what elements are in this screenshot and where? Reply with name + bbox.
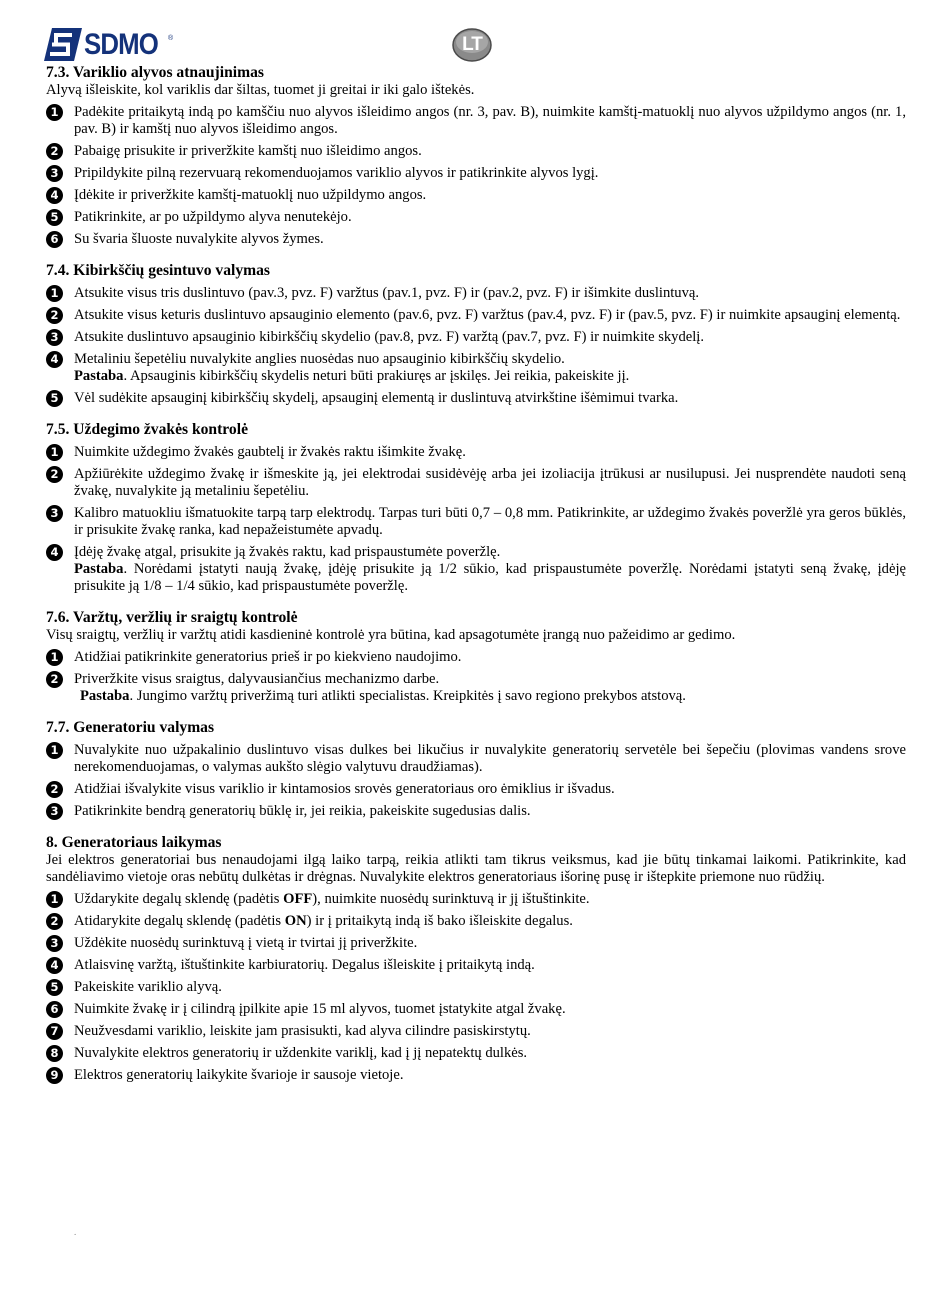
step-number-icon: 3 xyxy=(46,329,63,346)
step-number-icon: 1 xyxy=(46,891,63,908)
step-text: Padėkite pritaikytą indą po kamščiu nuo alyvos išleidimo angos (nr. 3, pav. B), nuimkite kamštį-matuoklį nuo alyvos užpildymo angos (nr. 1, pav. B) ir kamštį nuo alyvos išleidimo angos. xyxy=(74,104,906,137)
step-text: Atsukite visus tris duslintuvo (pav.3, pvz. F) varžtus (pav.1, pvz. F) ir (pav.2, pvz. F) ir išimkite duslintuvą. xyxy=(74,285,700,301)
step-number-icon: 6 xyxy=(46,1001,63,1018)
note xyxy=(74,561,906,595)
step-text: Priveržkite visus sraigtus, dalyvausiančius mechanizmo darbe. xyxy=(74,671,440,687)
list-item xyxy=(46,143,906,160)
section-heading: Kibirkščių gesintuvo valymas xyxy=(73,262,270,279)
list-item xyxy=(46,891,906,908)
list-item xyxy=(46,390,906,407)
step-number-icon: 7 xyxy=(46,1023,63,1040)
section-heading: Varžtų, veržlių ir sraigtų kontrolė xyxy=(73,609,298,626)
step-text: Elektros generatorių laikykite švarioje ir sausoje vietoje. xyxy=(74,1067,404,1083)
list-item xyxy=(46,505,906,539)
section-number: 7.4. xyxy=(46,262,70,279)
step-number-icon: 6 xyxy=(46,231,63,248)
list-item xyxy=(46,444,906,461)
language-code: LT xyxy=(462,34,482,55)
section-number: 7.5. xyxy=(46,421,70,438)
step-text: Vėl sudėkite apsauginį kibirkščių skydelį, apsauginį elementą ir duslintuvą atvirkštine išėmimui tvarka. xyxy=(74,390,679,406)
step-text: Apžiūrėkite uždegimo žvakę ir išmeskite ją, jei elektrodai susidėvėję arba jei izoliacija įtrūkusi ar nusilupusi. Jei nusprendėte naudoti seną žvakę, nuvalykite ją metaliniu šepetėliu. xyxy=(74,466,906,499)
list-item xyxy=(46,1001,906,1018)
section-title xyxy=(46,834,906,852)
section-oil-change xyxy=(46,64,906,248)
step-text: Neužvesdami variklio, leiskite jam prasisukti, kad alyva cilindre pasiskirstytų. xyxy=(74,1023,531,1039)
page-header xyxy=(42,26,908,66)
list-item xyxy=(46,957,906,974)
list-item xyxy=(46,231,906,248)
step-number-icon: 2 xyxy=(46,671,63,688)
step-number-icon: 1 xyxy=(46,444,63,461)
step-number-icon: 3 xyxy=(46,165,63,182)
note-label: Pastaba xyxy=(74,561,124,577)
step-number-icon: 1 xyxy=(46,104,63,121)
list-item xyxy=(46,351,906,385)
section-bolts-check xyxy=(46,609,906,705)
list-item xyxy=(46,165,906,182)
step-text: Nuimkite žvakę ir į cilindrą įpilkite apie 15 ml alyvos, tuomet įstatykite atgal žvakę. xyxy=(74,1001,566,1017)
step-number-icon: 3 xyxy=(46,935,63,952)
list-item xyxy=(46,104,906,138)
step-number-icon: 1 xyxy=(46,649,63,666)
section-heading: Variklio alyvos atnaujinimas xyxy=(73,64,264,81)
document-body xyxy=(46,64,906,1084)
step-number-icon: 8 xyxy=(46,1045,63,1062)
step-text: Pripildykite pilną rezervuarą rekomenduojamos variklio alyvos ir patikrinkite alyvos lygį. xyxy=(74,165,599,181)
list-item xyxy=(46,544,906,595)
step-number-icon: 5 xyxy=(46,209,63,226)
step-number-icon: 2 xyxy=(46,307,63,324)
step-number-icon: 2 xyxy=(46,466,63,483)
step-text: Atsukite visus keturis duslintuvo apsauginio elemento (pav.6, pvz. F) varžtus (pav.4, pvz. F) ir (pav.5, pvz. F) ir nuimkite apsauginį elementą. xyxy=(74,307,901,323)
section-number: 7.6. xyxy=(46,609,70,626)
step-text: Įdėkite ir priveržkite kamštį-matuoklį nuo užpildymo angos. xyxy=(74,187,427,203)
step-number-icon: 1 xyxy=(46,742,63,759)
list-item xyxy=(46,781,906,798)
section-generator-cleaning xyxy=(46,719,906,820)
step-text-start: Atidarykite degalų sklendę (padėtis xyxy=(74,913,285,929)
footer-mark: . xyxy=(74,1227,77,1237)
step-text: Su švaria šluoste nuvalykite alyvos žymes. xyxy=(74,231,324,247)
step-number-icon: 4 xyxy=(46,187,63,204)
section-number: 8. xyxy=(46,834,58,851)
section-heading: Uždegimo žvakės kontrolė xyxy=(73,421,248,438)
section-title xyxy=(46,719,906,737)
step-number-icon: 2 xyxy=(46,913,63,930)
brand-name: SDMO xyxy=(84,28,158,61)
list-item xyxy=(46,671,906,688)
language-badge xyxy=(452,28,492,62)
section-heading: Generatoriu valymas xyxy=(73,719,215,736)
step-text: Uždėkite nuosėdų surinktuvą į vietą ir tvirtai jį priveržkite. xyxy=(74,935,418,951)
list-item xyxy=(46,329,906,346)
note-text: . Jungimo varžtų priveržimą turi atlikti specialistas. Kreipkitės į savo regiono prekybos atstovą. xyxy=(129,688,686,704)
step-number-icon: 5 xyxy=(46,979,63,996)
section-title xyxy=(46,609,906,627)
note xyxy=(74,368,906,385)
list-item xyxy=(46,1067,906,1084)
step-number-icon: 5 xyxy=(46,390,63,407)
section-number: 7.7. xyxy=(46,719,70,736)
step-text: Atidžiai išvalykite visus variklio ir kintamosios srovės generatoriaus oro ėmiklius ir išvadus. xyxy=(74,781,615,797)
section-title xyxy=(46,64,906,82)
step-text: Nuimkite uždegimo žvakės gaubtelį ir žvakės raktu išimkite žvakę. xyxy=(74,444,466,460)
step-text: Nuvalykite elektros generatorių ir uždenkite variklį, kad į jį nepatektų dulkės. xyxy=(74,1045,528,1061)
section-heading: Generatoriaus laikymas xyxy=(61,834,222,851)
section-intro: Jei elektros generatoriai bus nenaudojami ilgą laiko tarpą, reikia atlikti tam tikrus veiksmus, kad jie būtų tinkamai laikomi. Patikrinkite, kad sandėliavimo vietoje oras nebūtų dulkėtas ir drėgnas. Nuvalykite elektros generatoriaus išorinę pusę ir ištepkite priemone nuo rūdžių. xyxy=(46,852,906,885)
list-item xyxy=(46,803,906,820)
step-text: Metaliniu šepetėliu nuvalykite anglies nuosėdas nuo apsauginio kibirkščių skydelio. xyxy=(74,351,565,367)
brand-logo xyxy=(44,26,174,63)
registered-mark: ® xyxy=(168,35,174,42)
switch-position-on: ON xyxy=(284,913,307,929)
brand-logo-icon xyxy=(44,28,82,61)
list-item xyxy=(46,1023,906,1040)
step-number-icon: 3 xyxy=(46,505,63,522)
list-item xyxy=(46,935,906,952)
step-number-icon: 4 xyxy=(46,957,63,974)
switch-position-off: OFF xyxy=(283,891,313,907)
list-item xyxy=(46,466,906,500)
list-item xyxy=(46,913,906,930)
step-number-icon: 2 xyxy=(46,781,63,798)
step-text: Pabaigę prisukite ir priveržkite kamštį nuo išleidimo angos. xyxy=(74,143,422,159)
step-text: Patikrinkite, ar po užpildymo alyva nenutekėjo. xyxy=(74,209,352,225)
list-item xyxy=(46,285,906,302)
step-text-end: ), nuimkite nuosėdų surinktuvą ir jį ištuštinkite. xyxy=(312,891,590,907)
list-item xyxy=(46,307,906,324)
note xyxy=(46,688,906,705)
step-number-icon: 4 xyxy=(46,351,63,368)
list-item xyxy=(46,1045,906,1062)
section-intro: Alyvą išleiskite, kol variklis dar šiltas, tuomet ji greitai ir iki galo ištekės. xyxy=(46,82,475,98)
section-title xyxy=(46,421,906,439)
step-text-start: Uždarykite degalų sklendę (padėtis xyxy=(74,891,284,907)
list-item xyxy=(46,209,906,226)
step-text: Įdėję žvakę atgal, prisukite ją žvakės raktu, kad prispaustumėte poveržlę. xyxy=(74,544,501,560)
section-title xyxy=(46,262,906,280)
section-number: 7.3. xyxy=(46,64,70,81)
section-intro: Visų sraigtų, veržlių ir varžtų atidi kasdieninė kontrolė yra būtina, kad apsagotumėte įrangą nuo pažeidimo ar gedimo. xyxy=(46,627,736,643)
step-text: Atidžiai patikrinkite generatorius prieš ir po kiekvieno naudojimo. xyxy=(74,649,462,665)
section-spark-arrester-cleaning xyxy=(46,262,906,407)
step-text: Nuvalykite nuo užpakalinio duslintuvo visas dulkes bei likučius ir nuvalykite generatorių servetėle bei šepečiu (plovimas vandens srove nerekomenduojamas, o valymas aukšto slėgio valytuvu draudžiamas). xyxy=(74,742,906,775)
step-text: Pakeiskite variklio alyvą. xyxy=(74,979,222,995)
section-generator-storage xyxy=(46,834,906,1084)
note-label: Pastaba xyxy=(80,688,130,704)
note-text: . Apsauginis kibirkščių skydelis neturi būti prakiuręs ar įskilęs. Jei reikia, pakeiskite jį. xyxy=(123,368,630,384)
step-text: Atlaisvinę varžtą, ištuštinkite karbiuratorių. Degalus išleiskite į pritaikytą indą. xyxy=(74,957,535,973)
section-spark-plug-check xyxy=(46,421,906,595)
step-text-end: ) ir į pritaikytą indą iš bako išleiskite degalus. xyxy=(306,913,573,929)
note-label: Pastaba xyxy=(74,368,124,384)
note-text: . Norėdami įstatyti naują žvakę, įdėję prisukite ją 1/2 sūkio, kad prispaustumėte poveržlę. Norėdami įstatyti seną žvakę, įdėję prisukite ją 1/8 – 1/4 sūkio, kad prispaustumėte poveržlę. xyxy=(74,561,906,594)
list-item xyxy=(46,742,906,776)
list-item xyxy=(46,187,906,204)
step-number-icon: 4 xyxy=(46,544,63,561)
step-number-icon: 3 xyxy=(46,803,63,820)
step-text: Atsukite duslintuvo apsauginio kibirkščių skydelio (pav.8, pvz. F) varžtą (pav.7, pvz. F) ir nuimkite skydelį. xyxy=(74,329,704,345)
step-number-icon: 1 xyxy=(46,285,63,302)
step-number-icon: 2 xyxy=(46,143,63,160)
list-item xyxy=(46,649,906,666)
list-item xyxy=(46,979,906,996)
step-number-icon: 9 xyxy=(46,1067,63,1084)
step-text: Kalibro matuokliu išmatuokite tarpą tarp elektrodų. Tarpas turi būti 0,7 – 0,8 mm. Patikrinkite, ar uždegimo žvakės poveržlė yra geros būklės, ir prisukite žvakę ranka, kad nepažeistumėte apvadų. xyxy=(74,505,906,538)
step-text: Patikrinkite bendrą generatorių būklę ir, jei reikia, pakeiskite sugedusias dalis. xyxy=(74,803,531,819)
